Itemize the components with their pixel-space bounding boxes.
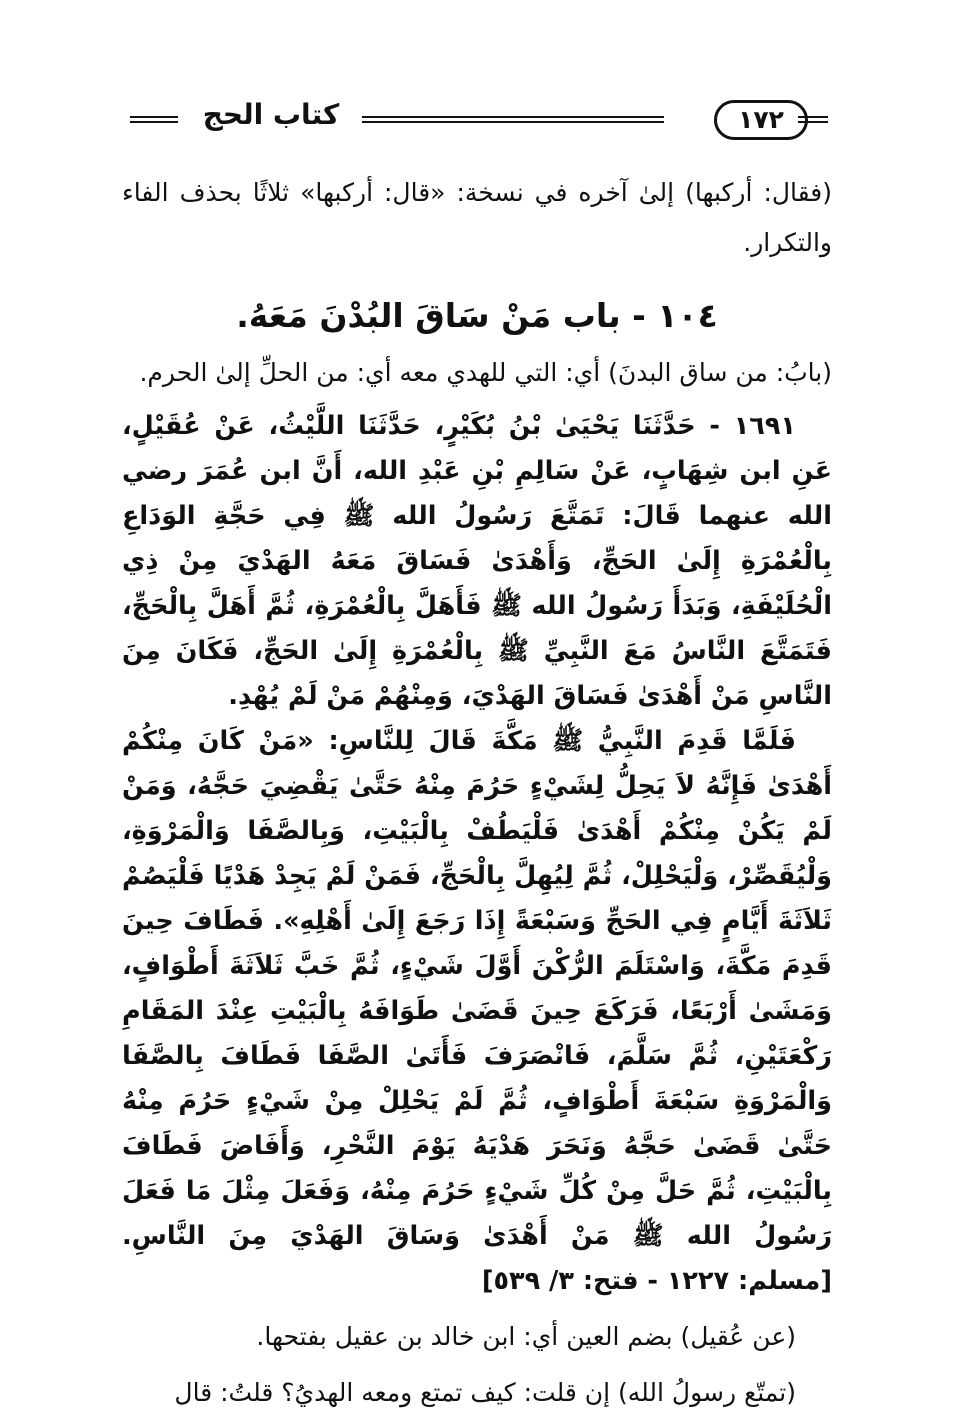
hadith-text-part1: ١٦٩١ - حَدَّثَنَا يَحْيَىٰ بْنُ بُكَيْرٍ، حَدَّثَنَا اللَّيْثُ، عَنْ عُقَيْلٍ، عَنِ ابن شِهَابٍ، عَنْ سَالِمِ بْنِ عَبْدِ الله، أَنَّ ابن عُمَرَ رضي الله عنهما قَالَ: تَمَتَّعَ رَسُولُ الله ﷺ فِي حَجَّةِ الوَدَاعِ بِالْعُمْرَةِ إِلَىٰ الحَجِّ، وَأَهْدَىٰ فَسَاقَ مَعَهُ الهَدْيَ مِنْ ذِي الْحُلَيْفَةِ، وَبَدَأَ رَسُولُ الله ﷺ فَأَهَلَّ بِالْعُمْرَةِ، ثُمَّ أَهَلَّ بِالْحَجِّ، فَتَمَتَّعَ النَّاسُ مَعَ النَّبِيِّ ﷺ بِالْعُمْرَةِ إِلَىٰ الحَجِّ، فَكَانَ مِنَ النَّاسِ مَنْ أَهْدَىٰ فَسَاقَ الهَدْيَ، وَمِنْهُمْ مَنْ لَمْ يُهْدِ. [122,411,832,711]
running-header [130,96,830,146]
page-body [122,168,832,1416]
header-rule-middle [362,116,664,123]
page-number: ١٧٢ [714,100,808,140]
hadith-body: فَلَمَّا قَدِمَ النَّبِيُّ ﷺ مَكَّةَ قَالَ لِلنَّاسِ: «مَنْ كَانَ مِنْكُمْ أَهْدَىٰ فَإِنَّهُ لاَ يَحِلُّ لِشَيْءٍ حَرُمَ مِنْهُ حَتَّىٰ يَقْضِيَ حَجَّهُ، وَمَنْ لَمْ يَكُنْ مِنْكُمْ أَهْدَىٰ فَلْيَطُفْ بِالْبَيْتِ، وَبِالصَّفَا وَالْمَرْوَةِ، وَلْيُقَصِّرْ، وَلْيَحْلِلْ، ثُمَّ لِيُهِلَّ بِالْحَجِّ، فَمَنْ لَمْ يَجِدْ هَدْيًا فَلْيَصُمْ ثَلاَثَةَ أَيَّامٍ فِي الحَجِّ وَسَبْعَةً إِذَا رَجَعَ إِلَىٰ أَهْلِهِ». فَطَافَ حِينَ قَدِمَ مَكَّةَ، وَاسْتَلَمَ الرُّكْنَ أَوَّلَ شَيْءٍ، ثُمَّ خَبَّ ثَلاَثَةَ أَطْوَافٍ، وَمَشَىٰ أَرْبَعًا، فَرَكَعَ حِينَ قَضَىٰ طَوَافَهُ بِالْبَيْتِ عِنْدَ المَقَامِ رَكْعَتَيْنِ، ثُمَّ سَلَّمَ، فَانْصَرَفَ فَأَتَىٰ الصَّفَا فَطَافَ بِالصَّفَا وَالْمَرْوَةِ سَبْعَةَ أَطْوَافٍ، ثُمَّ لَمْ يَحْلِلْ مِنْ شَيْءٍ حَرُمَ مِنْهُ حَتَّىٰ قَضَىٰ حَجَّهُ وَنَحَرَ هَدْيَهُ يَوْمَ النَّحْرِ، وَأَفَاضَ فَطَافَ بِالْبَيْتِ، ثُمَّ حَلَّ مِنْ كُلِّ شَيْءٍ حَرُمَ مِنْهُ، وَفَعَلَ مِثْلَ مَا فَعَلَ رَسُولُ الله ﷺ مَنْ أَهْدَىٰ وَسَاقَ الهَدْيَ مِنَ النَّاسِ. [122,726,832,1251]
book-title: كتاب الحج [202,98,340,131]
header-rule-left [130,116,178,123]
header-rule-right [798,116,828,123]
chapter-heading: ١٠٤ - باب مَنْ سَاقَ البُدْنَ مَعَهُ. [236,296,718,335]
hadith-reference: [مسلم: ١٢٢٧ - فتح: ٣/ ٥٣٩] [481,1266,832,1296]
hadith-text-part2 [122,719,832,1304]
commentary-line-2: (تمتّع رسولُ الله) إن قلت: كيف تمتع ومعه الهديُ؟ قلتُ: قال [174,1378,796,1407]
commentary-line-1: (عن عُقيل) بضم العين أي: ابن خالد بن عقيل بفتحها. [256,1322,796,1351]
commentary-paragraph-intro: (فقال: أركبها) إلىٰ آخره في نسخة: «قال: أركبها» ثلاثًا بحذف الفاء والتكرار. [122,178,832,257]
chapter-commentary: (بابُ: من ساق البدنَ) أي: التي للهدي معه أي: من الحلِّ إلىٰ الحرم. [139,358,832,387]
